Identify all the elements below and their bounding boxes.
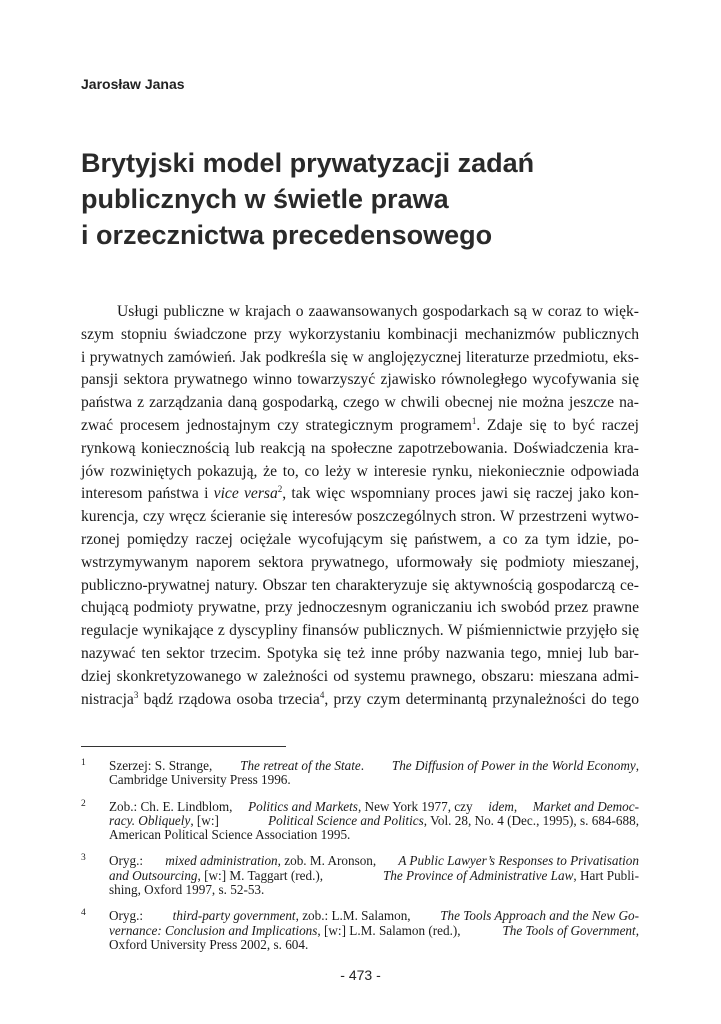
footnote-italic: The Tools of Government <box>502 922 636 938</box>
footnote-text <box>248 800 473 814</box>
footnote-italic: third-party government <box>172 908 296 924</box>
footnote-line <box>109 828 639 842</box>
footnote-italic: idem <box>488 798 514 814</box>
body-line: regulacje wynikające z dyscypliny finansów publicznych. W piśmiennictwie przyjęło się <box>81 622 639 640</box>
body-line: dziej skonkretyzowanego w zależności od systemu prawnego, obszaru: mieszana admi- <box>81 667 639 685</box>
body-text-run: bądź rządowa osoba trzecia <box>143 690 320 708</box>
body-line: publiczno-prywatnej natury. Obszar ten charakteryzuje się aktywnością gospodarczą ce- <box>81 576 639 594</box>
footnote-text: Oryg.: <box>109 853 144 869</box>
footnote-text <box>165 854 376 868</box>
footnote <box>81 759 639 788</box>
footnote-italic: Politics and Markets <box>248 798 358 814</box>
footnote-line <box>109 814 639 828</box>
body-text-run: interesom państwa i <box>81 485 209 503</box>
footnote-italic: and Outsourcing <box>109 867 198 883</box>
footnotes <box>81 759 639 964</box>
body-line: wstrzymywanym naporem sektora prywatnego, uformowały się podmioty mieszanej, <box>81 553 639 571</box>
footnote-ref[interactable]: 2 <box>277 484 283 495</box>
body-line: jów rozwiniętych pokazują, że to, co leży w interesie rynku, niekoniecznie odpowiada <box>81 462 639 480</box>
footnote-italic: The retreat of the State <box>240 758 361 773</box>
footnote-text <box>109 814 219 828</box>
title-line: i orzecznictwa precedensowego <box>81 220 493 250</box>
footnote-text: Oryg.: <box>109 908 144 924</box>
title-line: publicznych w świetle prawa <box>81 184 449 214</box>
footnote-text: shing, Oxford 1997, s. 52-53. <box>109 882 265 898</box>
footnote-line <box>109 773 639 787</box>
italic-phrase: vice versa <box>213 485 278 503</box>
body-text <box>81 301 639 711</box>
footnote-ref[interactable]: 4 <box>319 689 325 700</box>
footnote-text <box>502 924 639 938</box>
footnote-text: , [w:] M. Taggart (red.), <box>197 867 324 883</box>
body-line: nazywać ten sektor trzecim. Spotyka się też inne próby nazwania tego, mniej lub bar- <box>81 644 639 662</box>
body-line: kurencja, czy wręcz ścieranie się interesów poszczególnych stron. W przestrzeni wytwo- <box>81 508 639 526</box>
body-line: państwa z zarządzania daną gospodarką, czego w chwili obecnej nie można jeszcze na- <box>81 394 639 412</box>
footnote-text: Zob.: Ch. E. Lindblom, <box>109 798 233 814</box>
footnote-text <box>173 909 411 923</box>
footnote-text: , <box>635 758 639 773</box>
footnote-italic: A Public Lawyer’s Responses to Privatisation <box>398 853 639 869</box>
body-text-run: , <box>324 690 329 708</box>
footnote <box>81 909 639 952</box>
footnote-number: 2 <box>81 798 86 809</box>
footnote-text: , zob. M. Aronson, <box>277 853 377 869</box>
footnote-italic: mixed administration <box>165 853 278 869</box>
body-text-run: przy czym determinantą przynależności do tego <box>333 690 639 708</box>
footnote-number: 1 <box>81 758 86 768</box>
body-line: i prywatnych zamówień. Jak podkreśla się w anglojęzycznej literaturze przedmiotu, eks- <box>81 348 639 366</box>
footnote-text: American Political Science Association 1995. <box>109 827 351 843</box>
footnote-italic: The Diffusion of Power in the World Economy <box>391 758 636 773</box>
footnote-line <box>109 924 639 938</box>
footnote-text: , [w:] <box>190 812 219 828</box>
footnote-italic: The Province of Administrative Law <box>382 867 574 883</box>
body-line <box>81 689 639 712</box>
footnote-text: , [w:] L.M. Salamon (red.), <box>317 922 461 938</box>
footnote-line <box>109 759 639 773</box>
footnote-ref[interactable]: 3 <box>133 689 139 700</box>
footnote-text: Oxford University Press 2002, s. 604. <box>109 936 309 952</box>
footnote-italic: Market and Democ- <box>532 798 639 814</box>
footnote-text: , Vol. 28, No. 4 (Dec., 1995), s. 684-688, <box>423 812 639 828</box>
footnote-text <box>392 759 639 773</box>
body-text-run: nistracja <box>81 690 134 708</box>
body-line <box>81 415 639 438</box>
article-title <box>81 145 641 253</box>
body-text-run: . Zdaje się to być raczej <box>476 416 639 434</box>
title-line: Brytyjski model prywatyzacji zadań <box>81 148 535 178</box>
footnote-italic: Political Science and Politics <box>268 812 424 828</box>
footnote-text: , <box>513 798 518 814</box>
footnote-ref[interactable]: 1 <box>471 415 477 426</box>
footnote-text: Szerzej: S. Strange, <box>109 758 213 773</box>
page-number: - 473 - <box>340 967 381 983</box>
footnote-text: , Hart Publi- <box>573 867 639 883</box>
footnote-text <box>268 814 639 828</box>
footnote-text <box>488 800 517 814</box>
footnote <box>81 800 639 843</box>
footnote-italic: vernance: Conclusion and Implications <box>109 922 318 938</box>
body-line: Usługi publiczne w krajach o zaawansowanych gospodarkach są w coraz to więk- <box>117 303 639 320</box>
footnote-line <box>109 854 639 868</box>
footnote-number: 3 <box>81 853 86 864</box>
footnote-text <box>383 869 639 883</box>
footnote-italic: The Tools Approach and the New Go- <box>440 908 639 924</box>
footnote-text: Cambridge University Press 1996. <box>109 772 291 788</box>
footnote-number: 4 <box>81 908 86 919</box>
footnote <box>81 854 639 897</box>
body-text-run: , tak więc wspomniany proces jawi się raczej jako kon- <box>282 485 639 503</box>
author-name: Jarosław Janas <box>81 76 185 92</box>
footnote-text: , zob.: L.M. Salamon, <box>295 908 411 924</box>
body-text-run: zwać procesem jednostajnym czy strategicznym programem <box>81 416 472 434</box>
footnote-separator <box>81 746 286 747</box>
footnote-line <box>109 883 639 897</box>
footnote-text: . <box>360 758 365 773</box>
body-line: chującą podmioty prywatne, przy jednoczesnym ograniczaniu ich swobód przez prawne <box>81 599 639 617</box>
footnote-text <box>109 924 461 938</box>
footnote-line <box>109 800 639 814</box>
body-line: rzonej pomiędzy raczej ociężale wycofującym się państwem, a co za tym idzie, po- <box>81 530 639 548</box>
footnote-text: , <box>635 922 639 938</box>
body-line: szym stopniu świadczone przy wykorzystaniu kombinacji mechanizmów publicznych <box>81 325 639 343</box>
footnote-italic: racy. Obliquely <box>109 812 191 828</box>
body-line: pansji sektora prywatnego winno towarzyszyć zjawisko równoległego wycofywania się <box>81 371 639 389</box>
footnote-line <box>109 909 639 923</box>
footnote-text: , New York 1977, czy <box>357 798 473 814</box>
body-line: rynkową koniecznością lub reakcją na społeczne zapotrzebowania. Doświadczenia kra- <box>81 439 639 457</box>
footnote-text <box>109 869 323 883</box>
footnote-line <box>109 938 639 952</box>
body-line <box>81 483 639 506</box>
footnote-line <box>109 869 639 883</box>
footnote-text <box>240 759 364 773</box>
